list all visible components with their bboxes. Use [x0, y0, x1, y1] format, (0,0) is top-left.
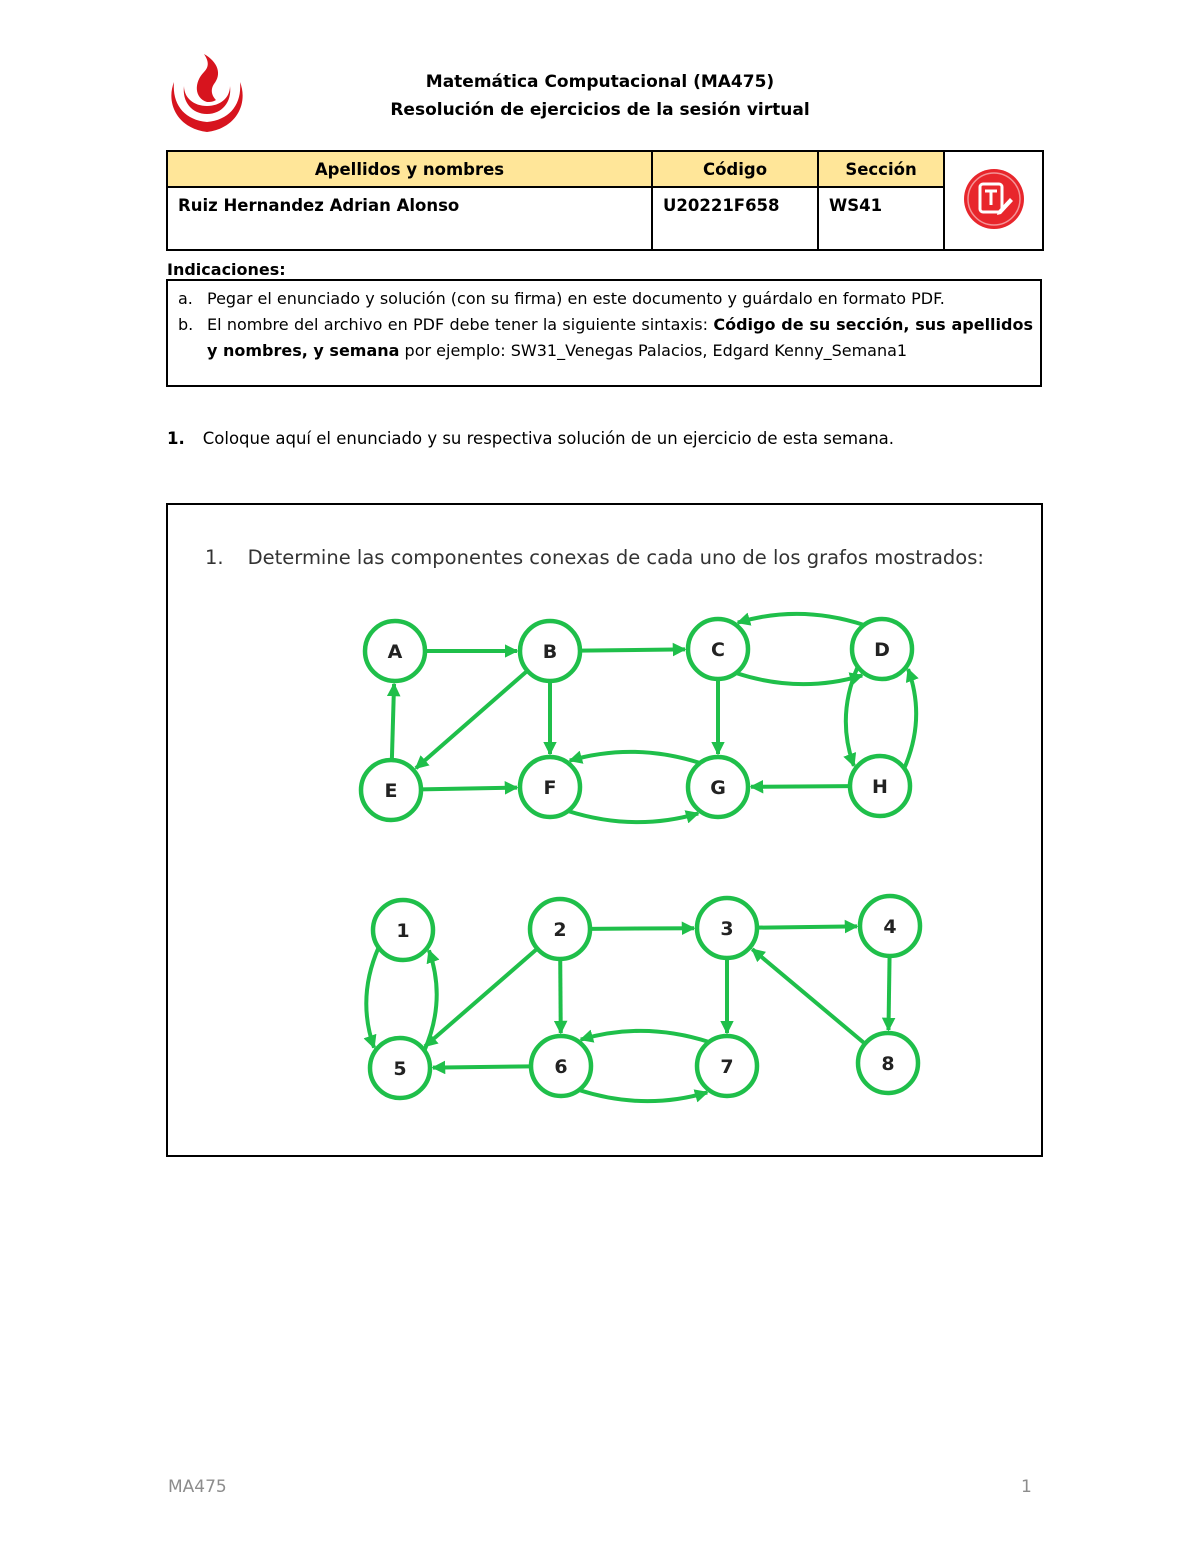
graph-1 [361, 614, 916, 822]
graph2-edge-6-7 [579, 1090, 707, 1101]
graph1-edge-G-F [570, 752, 700, 763]
graph1-node-label-G: G [710, 777, 726, 799]
graph2-node-label-5: 5 [393, 1058, 407, 1080]
graph1-node-label-B: B [542, 641, 558, 663]
graph2-node-label-4: 4 [883, 916, 897, 938]
graph2-edge-6-5 [433, 1066, 531, 1067]
indication-b: b. El nombre del archivo en PDF debe tener la siguiente sintaxis: Código de su sección, sus apellidos y nombres, y semana por ejemplo: SW31_Venegas Palacios, Edgard Kenny_Semana1 [178, 315, 1033, 360]
graph2-edge-8-3 [752, 949, 865, 1044]
graph1-node-label-C: C [711, 639, 725, 661]
graph1-node-label-F: F [543, 777, 557, 799]
course-title: Matemática Computacional (MA475) [425, 72, 775, 92]
indications-label: Indicaciones: [167, 260, 286, 279]
graph2-edge-3-4 [757, 926, 857, 927]
graph2-node-label-8: 8 [881, 1053, 895, 1075]
document-subtitle: Resolución de ejercicios de la sesión virtual [390, 100, 810, 120]
indication-a: a. Pegar el enunciado y solución (con su firma) en este documento y guárdalo en formato PDF. [178, 289, 945, 308]
graph1-edge-B-C [580, 649, 685, 650]
student-name: Ruiz Hernandez Adrian Alonso [167, 187, 652, 250]
graph2-edge-2-6 [560, 959, 561, 1033]
footer-page-number: 1 [1021, 1477, 1032, 1497]
graph1-edge-D-C [738, 614, 864, 625]
exercise-title: 1. Determine las componentes conexas de cada uno de los grafos mostrados: [205, 546, 984, 569]
footer-course-code: MA475 [168, 1477, 227, 1497]
graph2-edge-2-3 [590, 928, 694, 929]
graph2-node-label-1: 1 [396, 920, 410, 942]
header-section: Sección [818, 151, 944, 187]
graph1-edge-H-G [751, 786, 850, 787]
graph1-edge-B-E [416, 671, 528, 769]
graph1-edge-H-D [904, 669, 916, 768]
graph2-node-label-3: 3 [720, 918, 734, 940]
graph2-edge-7-6 [581, 1031, 709, 1042]
graph-2 [366, 896, 920, 1101]
question-1: 1. Coloque aquí el enunciado y su respectiva solución de un ejercicio de esta semana. [167, 429, 895, 448]
graph1-edge-E-A [392, 684, 394, 760]
graph1-node-label-D: D [874, 639, 890, 661]
graph2-node-label-2: 2 [553, 919, 567, 941]
graph2-node-label-7: 7 [720, 1056, 734, 1078]
graph1-node-label-H: H [872, 776, 888, 798]
graph1-edge-D-H [846, 667, 858, 766]
student-section: WS41 [818, 187, 944, 250]
header-code: Código [652, 151, 818, 187]
header-names: Apellidos y nombres [167, 151, 652, 187]
graph1-edge-C-D [736, 673, 862, 684]
graph1-node-label-E: E [384, 780, 398, 802]
graph2-edge-4-8 [888, 956, 889, 1030]
graph1-edge-E-F [421, 788, 517, 790]
graph1-edge-F-G [568, 811, 698, 822]
graph2-edge-2-5 [425, 949, 537, 1047]
graph1-node-label-A: A [387, 641, 403, 663]
graph2-node-label-6: 6 [554, 1056, 568, 1078]
graph2-edge-1-5 [366, 947, 378, 1047]
student-code: U20221F658 [652, 187, 818, 250]
